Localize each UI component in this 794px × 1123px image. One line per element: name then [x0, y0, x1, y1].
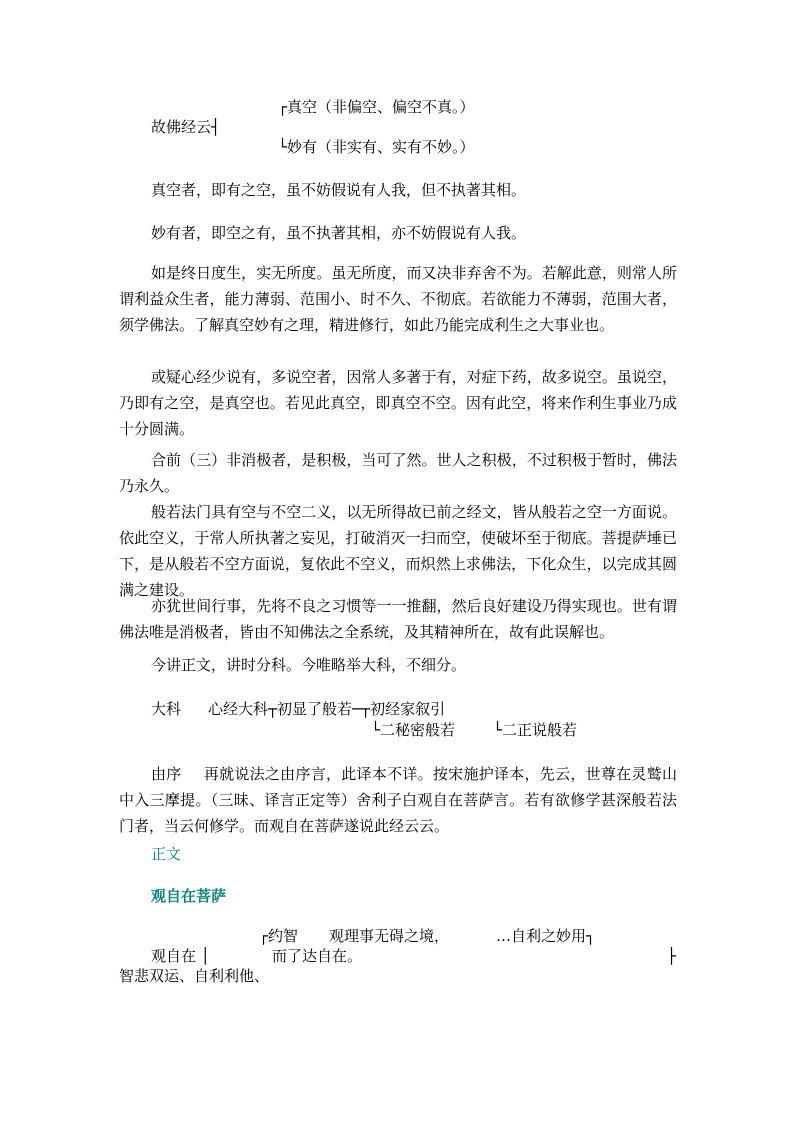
paragraph-zhengwen-intro: 今讲正文，讲时分科。今唯略举大科，不细分。: [151, 656, 467, 674]
diagram2-mid: 而了达自在。: [272, 947, 363, 965]
outline-label: 大科: [151, 700, 182, 718]
outline-line2b: └二正说般若: [493, 721, 578, 739]
section-title: 正文: [151, 845, 182, 863]
paragraph-jiji: 合前（三）非消极者，是积极，当可了然。世人之积极，不过积极于暂时，佛法乃永久。: [119, 451, 677, 495]
preface-label: 由序: [151, 765, 182, 783]
diagram2-top-c: …自利之妙用┐: [496, 927, 596, 945]
diagram2-right: ├: [667, 947, 677, 965]
preface-text: 再就说法之由序言，此译本不详。按宋施护译本，先云，世尊在灵鹫山中入三摩提。（三昧、译言正定等）舍利子白观自在菩萨言。若有欲修学甚深般若法门者，当云何修学。而观自在菩萨遂说此经云云。: [119, 765, 677, 835]
diagram2-top-a: ┌约智: [259, 927, 299, 945]
outline-line2a: └二秘密般若: [371, 721, 456, 739]
diagram2-top-b: 观理事无碍之境，: [329, 927, 450, 945]
diagram1-bottom: └妙有（非实有、实有不妙。）: [278, 138, 475, 156]
diagram1-left: 故佛经云┤: [151, 118, 221, 136]
paragraph-shijian: 亦犹世间行事，先将不良之习惯等一一推翻，然后良好建设乃得实现也。世有谓佛法唯是消极者，皆由不知佛法之全系统，及其精神所在，故有此误解也。: [119, 597, 677, 641]
paragraph-miaoyou: 妙有者，即空之有，虽不执著其相，亦不妨假说有人我。: [151, 224, 527, 242]
outline-line1: 心经大科┬初显了般若─┬初经家叙引: [208, 700, 446, 718]
diagram2-left: 观自在 │: [151, 947, 210, 965]
paragraph-zhenkong: 真空者，即有之空，虽不妨假说有人我，但不执著其相。: [151, 181, 527, 199]
paragraph-dusheng: 如是终日度生，实无所度。虽无所度，而又决非弃舍不为。若解此意，则常人所谓利益众生者，能力薄弱、范围小、时不久、不彻底。若欲能力不薄弱，范围大者，须学佛法。了解真空妙有之理，精进修行，如此乃能完成利生之大事业也。: [119, 264, 677, 334]
diagram2-bottom: 智悲双运、自利利他、: [119, 967, 270, 985]
paragraph-bore: 般若法门具有空与不空二义，以无所得故已前之经文，皆从般若之空一方面说。依此空义，于常人所执著之妄见，打破消灭一扫而空，使破坏至于彻底。菩提萨埵已下，是从般若不空方面说，复依此不空义，而炽然上求佛法，下化众生，以完成其圆满之建设。: [119, 503, 677, 599]
diagram1-top: ┌真空（非偏空、偏空不真。）: [278, 98, 475, 116]
paragraph-heqian: [119, 447, 677, 603]
preface-paragraph: [119, 761, 677, 839]
subsection-title: 观自在菩萨: [151, 887, 227, 905]
paragraph-huoyi: 或疑心经少说有，多说空者，因常人多著于有，对症下药，故多说空。虽说空，乃即有之空，是真空也。若见此真空，即真空不空。因有此空，将来作利生事业乃成十分圆满。: [119, 368, 677, 438]
